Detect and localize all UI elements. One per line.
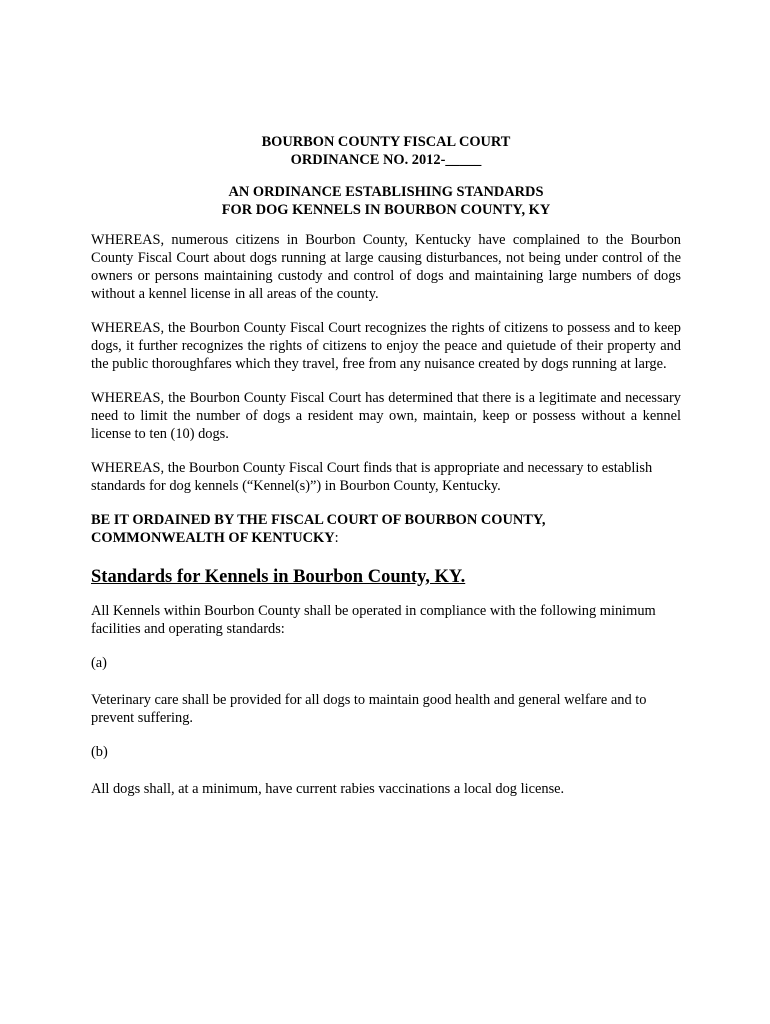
ordained-colon: : <box>334 530 339 546</box>
whereas-paragraph-4: WHEREAS, the Bourbon County Fiscal Court finds that is appropriate and necessary to establish standards for dog kennels (“Kennel(s)”) in Bourbon County, Kentucky. <box>91 460 653 494</box>
whereas-paragraph-3: WHEREAS, the Bourbon County Fiscal Court has determined that there is a legitimate and necessary need to limit the number of dogs a resident may own, maintain, keep or possess without a kennel license to ten (10) dogs. <box>91 390 681 442</box>
ordained-line-2: COMMONWEALTH OF KENTUCKY <box>91 530 335 546</box>
intro-paragraph: All Kennels within Bourbon County shall be operated in compliance with the following minimum facilities and operating standards: <box>91 603 656 637</box>
ordained-clause <box>91 511 681 547</box>
subtitle-line-2: FOR DOG KENNELS IN BOURBON COUNTY, KY <box>221 202 551 218</box>
document-title <box>91 133 681 169</box>
title-line-1: BOURBON COUNTY FISCAL COURT <box>261 134 511 150</box>
item-label-a: (a) <box>91 655 107 671</box>
document-subtitle <box>91 183 681 219</box>
title-line-2: ORDINANCE NO. 2012-_____ <box>290 152 482 168</box>
item-text-b: All dogs shall, at a minimum, have current rabies vaccinations a local dog license. <box>91 781 565 797</box>
whereas-paragraph-2: WHEREAS, the Bourbon County Fiscal Court recognizes the rights of citizens to possess and to keep dogs, it further recognizes the rights of citizens to enjoy the peace and quietude of their property and the public thoroughfares which they travel, free from any nuisance created by dogs running at large. <box>91 320 681 372</box>
ordained-line-1: BE IT ORDAINED BY THE FISCAL COURT OF BOURBON COUNTY, <box>91 512 546 528</box>
document-page <box>91 133 681 814</box>
item-label-b: (b) <box>91 744 108 760</box>
whereas-paragraph-1: WHEREAS, numerous citizens in Bourbon County, Kentucky have complained to the Bourbon County Fiscal Court about dogs running at large causing disturbances, not being under control of the owners or persons maintaining custody and control of dogs and maintaining large numbers of dogs without a kennel license in all areas of the county. <box>91 232 681 302</box>
subtitle-line-1: AN ORDINANCE ESTABLISHING STANDARDS <box>228 184 544 200</box>
section-heading: Standards for Kennels in Bourbon County, KY. <box>91 567 466 587</box>
item-text-a: Veterinary care shall be provided for all dogs to maintain good health and general welfare and to prevent suffering. <box>91 692 647 726</box>
ordained-line-2-wrap <box>91 529 681 547</box>
